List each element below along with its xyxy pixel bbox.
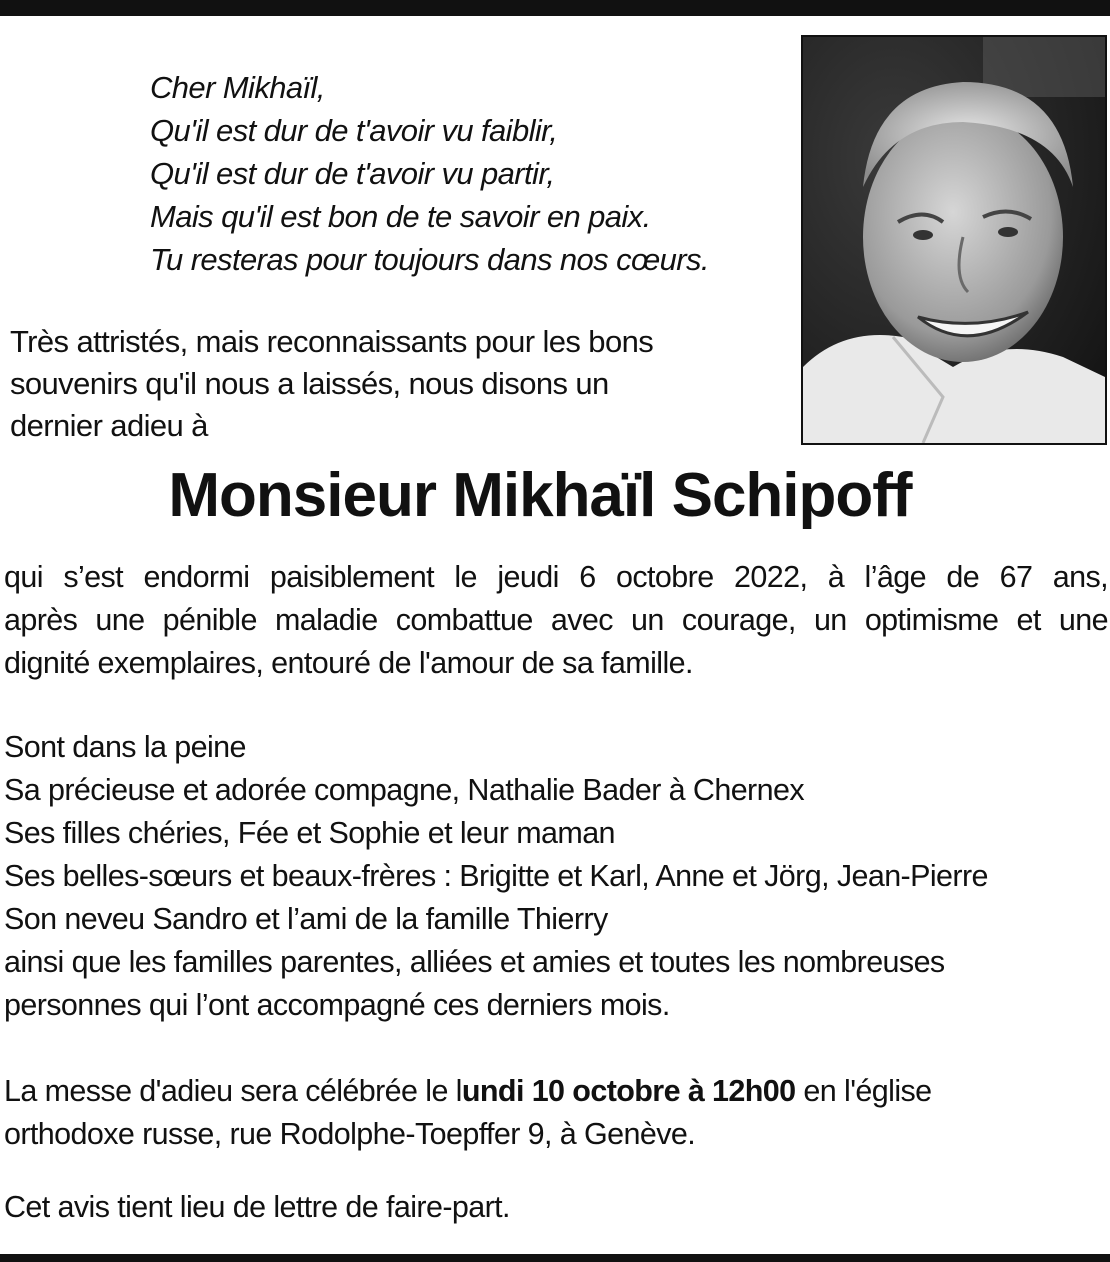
announcement-line: dignité exemplaires, entouré de l'amour de sa famille. — [4, 646, 693, 680]
closing-note: Cet avis tient lieu de lettre de faire-part. — [4, 1190, 510, 1224]
mourners-line: Sa précieuse et adorée compagne, Nathalie Bader à Chernex — [4, 773, 804, 807]
intro-line: dernier adieu à — [10, 408, 208, 443]
poem-line: Qu'il est dur de t'avoir vu faiblir, — [150, 113, 558, 148]
ceremony-date: undi 10 octobre à 12h00 — [461, 1074, 796, 1108]
ceremony-paragraph — [4, 1070, 1108, 1156]
poem-line: Tu resteras pour toujours dans nos cœurs. — [150, 242, 709, 277]
intro-line: souvenirs qu'il nous a laissés, nous disons un — [10, 366, 609, 401]
mourners-list — [4, 726, 1108, 1027]
mourners-line: Ses filles chéries, Fée et Sophie et leur maman — [4, 816, 615, 850]
ceremony-line-2: orthodoxe russe, rue Rodolphe-Toepffer 9, à Genève. — [4, 1117, 696, 1151]
portrait-photo — [801, 35, 1107, 445]
poem-line: Qu'il est dur de t'avoir vu partir, — [150, 156, 555, 191]
top-rule — [0, 0, 1110, 16]
ceremony-text: La messe d'adieu sera célébrée le l — [4, 1074, 462, 1108]
ceremony-text: en l'église — [795, 1074, 932, 1108]
mourners-line: ainsi que les familles parentes, alliées et amies et toutes les nombreuses — [4, 945, 945, 979]
bottom-rule — [0, 1254, 1110, 1262]
portrait-illustration — [803, 37, 1105, 443]
mourners-line: personnes qui l’ont accompagné ces derniers mois. — [4, 988, 670, 1022]
announcement-line: qui s’est endormi paisiblement le jeudi 6 octobre 2022, à l’âge de 67 ans, — [4, 560, 1108, 594]
mourners-line: Ses belles-sœurs et beaux-frères : Brigitte et Karl, Anne et Jörg, Jean-Pierre — [4, 859, 988, 893]
announcement-line: après une pénible maladie combattue avec un courage, un optimisme et une — [4, 603, 1108, 637]
poem — [150, 66, 790, 281]
intro-text — [10, 321, 770, 447]
ceremony-line-1 — [4, 1070, 1108, 1113]
announcement-paragraph — [4, 556, 1108, 685]
intro-line: Très attristés, mais reconnaissants pour les bons — [10, 324, 654, 359]
mourners-line: Son neveu Sandro et l’ami de la famille Thierry — [4, 902, 608, 936]
deceased-name: Monsieur Mikhaïl Schipoff — [168, 461, 912, 530]
poem-line: Mais qu'il est bon de te savoir en paix. — [150, 199, 651, 234]
mourners-line: Sont dans la peine — [4, 730, 246, 764]
poem-line: Cher Mikhaïl, — [150, 70, 325, 105]
